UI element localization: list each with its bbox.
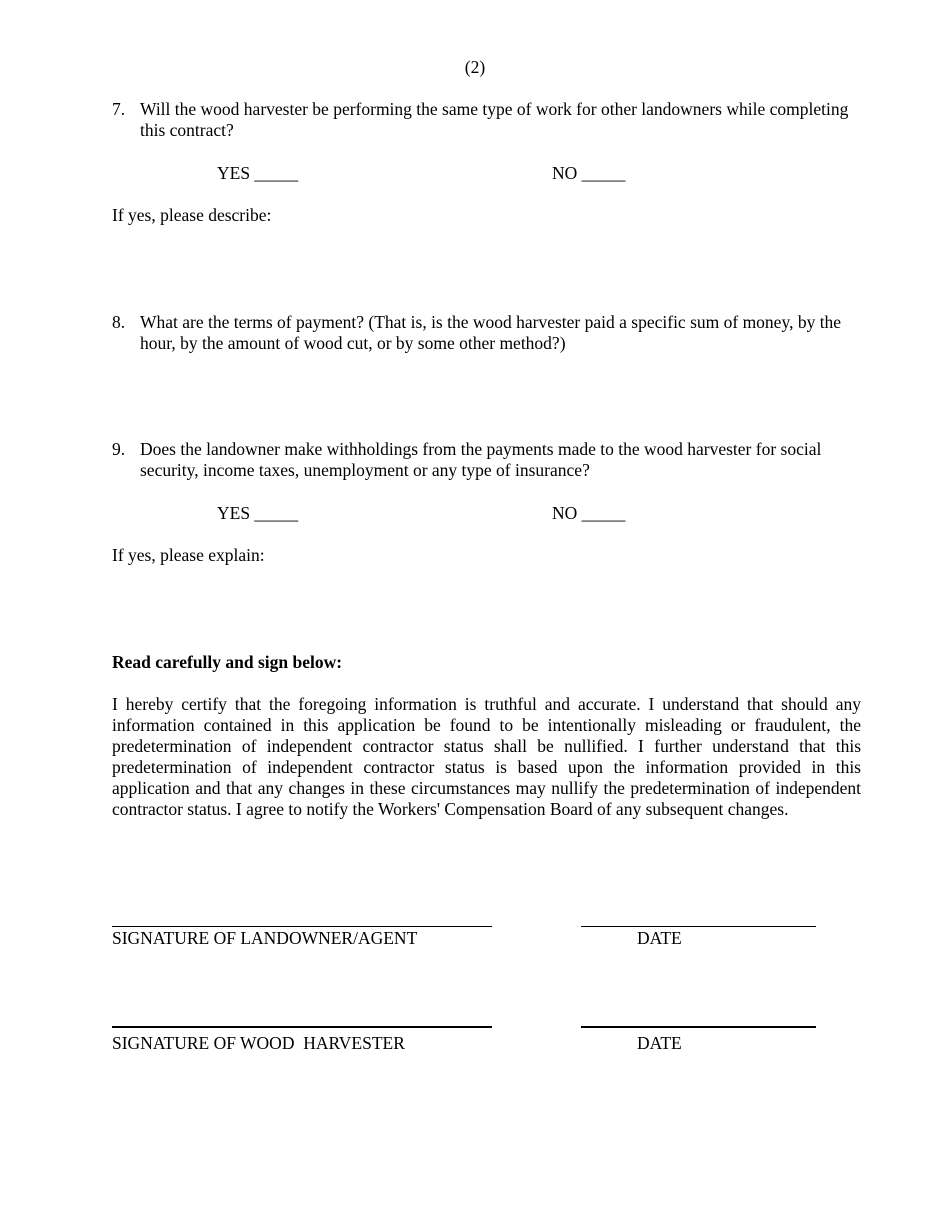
landowner-signature-label: SIGNATURE OF LANDOWNER/AGENT bbox=[112, 928, 418, 948]
question-9-text: Does the landowner make withholdings from the payments made to the wood harvester for social security, income taxes, unemployment or any type of insurance? bbox=[140, 439, 822, 480]
question-9-follow-up: If yes, please explain: bbox=[112, 545, 265, 565]
question-9-yes-field[interactable]: YES _____ bbox=[217, 503, 299, 523]
page-number: (2) bbox=[464, 57, 486, 77]
harvester-date-line[interactable] bbox=[581, 1026, 816, 1028]
harvester-signature-label: SIGNATURE OF WOOD HARVESTER bbox=[112, 1033, 405, 1053]
harvester-signature-line[interactable] bbox=[112, 1026, 492, 1028]
landowner-date-line[interactable] bbox=[581, 926, 816, 927]
question-7-number: 7. bbox=[112, 99, 126, 119]
landowner-date-label: DATE bbox=[637, 928, 682, 948]
question-8-text: What are the terms of payment? (That is, is the wood harvester paid a specific sum of money, by the hour, by the amount of wood cut, or by some other method?) bbox=[140, 312, 842, 353]
question-8-number: 8. bbox=[112, 312, 126, 332]
harvester-date-label: DATE bbox=[637, 1033, 682, 1053]
question-7-no-field[interactable]: NO _____ bbox=[552, 163, 626, 183]
certification-heading: Read carefully and sign below: bbox=[112, 652, 343, 672]
question-7-text: Will the wood harvester be performing the same type of work for other landowners while completing this contract? bbox=[140, 99, 849, 140]
landowner-signature-line[interactable] bbox=[112, 926, 492, 927]
certification-text: I hereby certify that the foregoing information is truthful and accurate. I understand that should any information contained in this application be found to be intentionally misleading or fraudulent, the predetermination of independent contractor status shall be nullified. I further understand that this predetermination of independent contractor status is based upon the information provided in this application and that any changes in these circumstances may nullify the predetermination of independent contractor status. I agree to notify the Workers' Compensation Board of any subsequent changes. bbox=[112, 694, 861, 819]
question-9-no-field[interactable]: NO _____ bbox=[552, 503, 626, 523]
question-9-number: 9. bbox=[112, 439, 126, 459]
question-7-follow-up: If yes, please describe: bbox=[112, 205, 272, 225]
question-7-yes-field[interactable]: YES _____ bbox=[217, 163, 299, 183]
